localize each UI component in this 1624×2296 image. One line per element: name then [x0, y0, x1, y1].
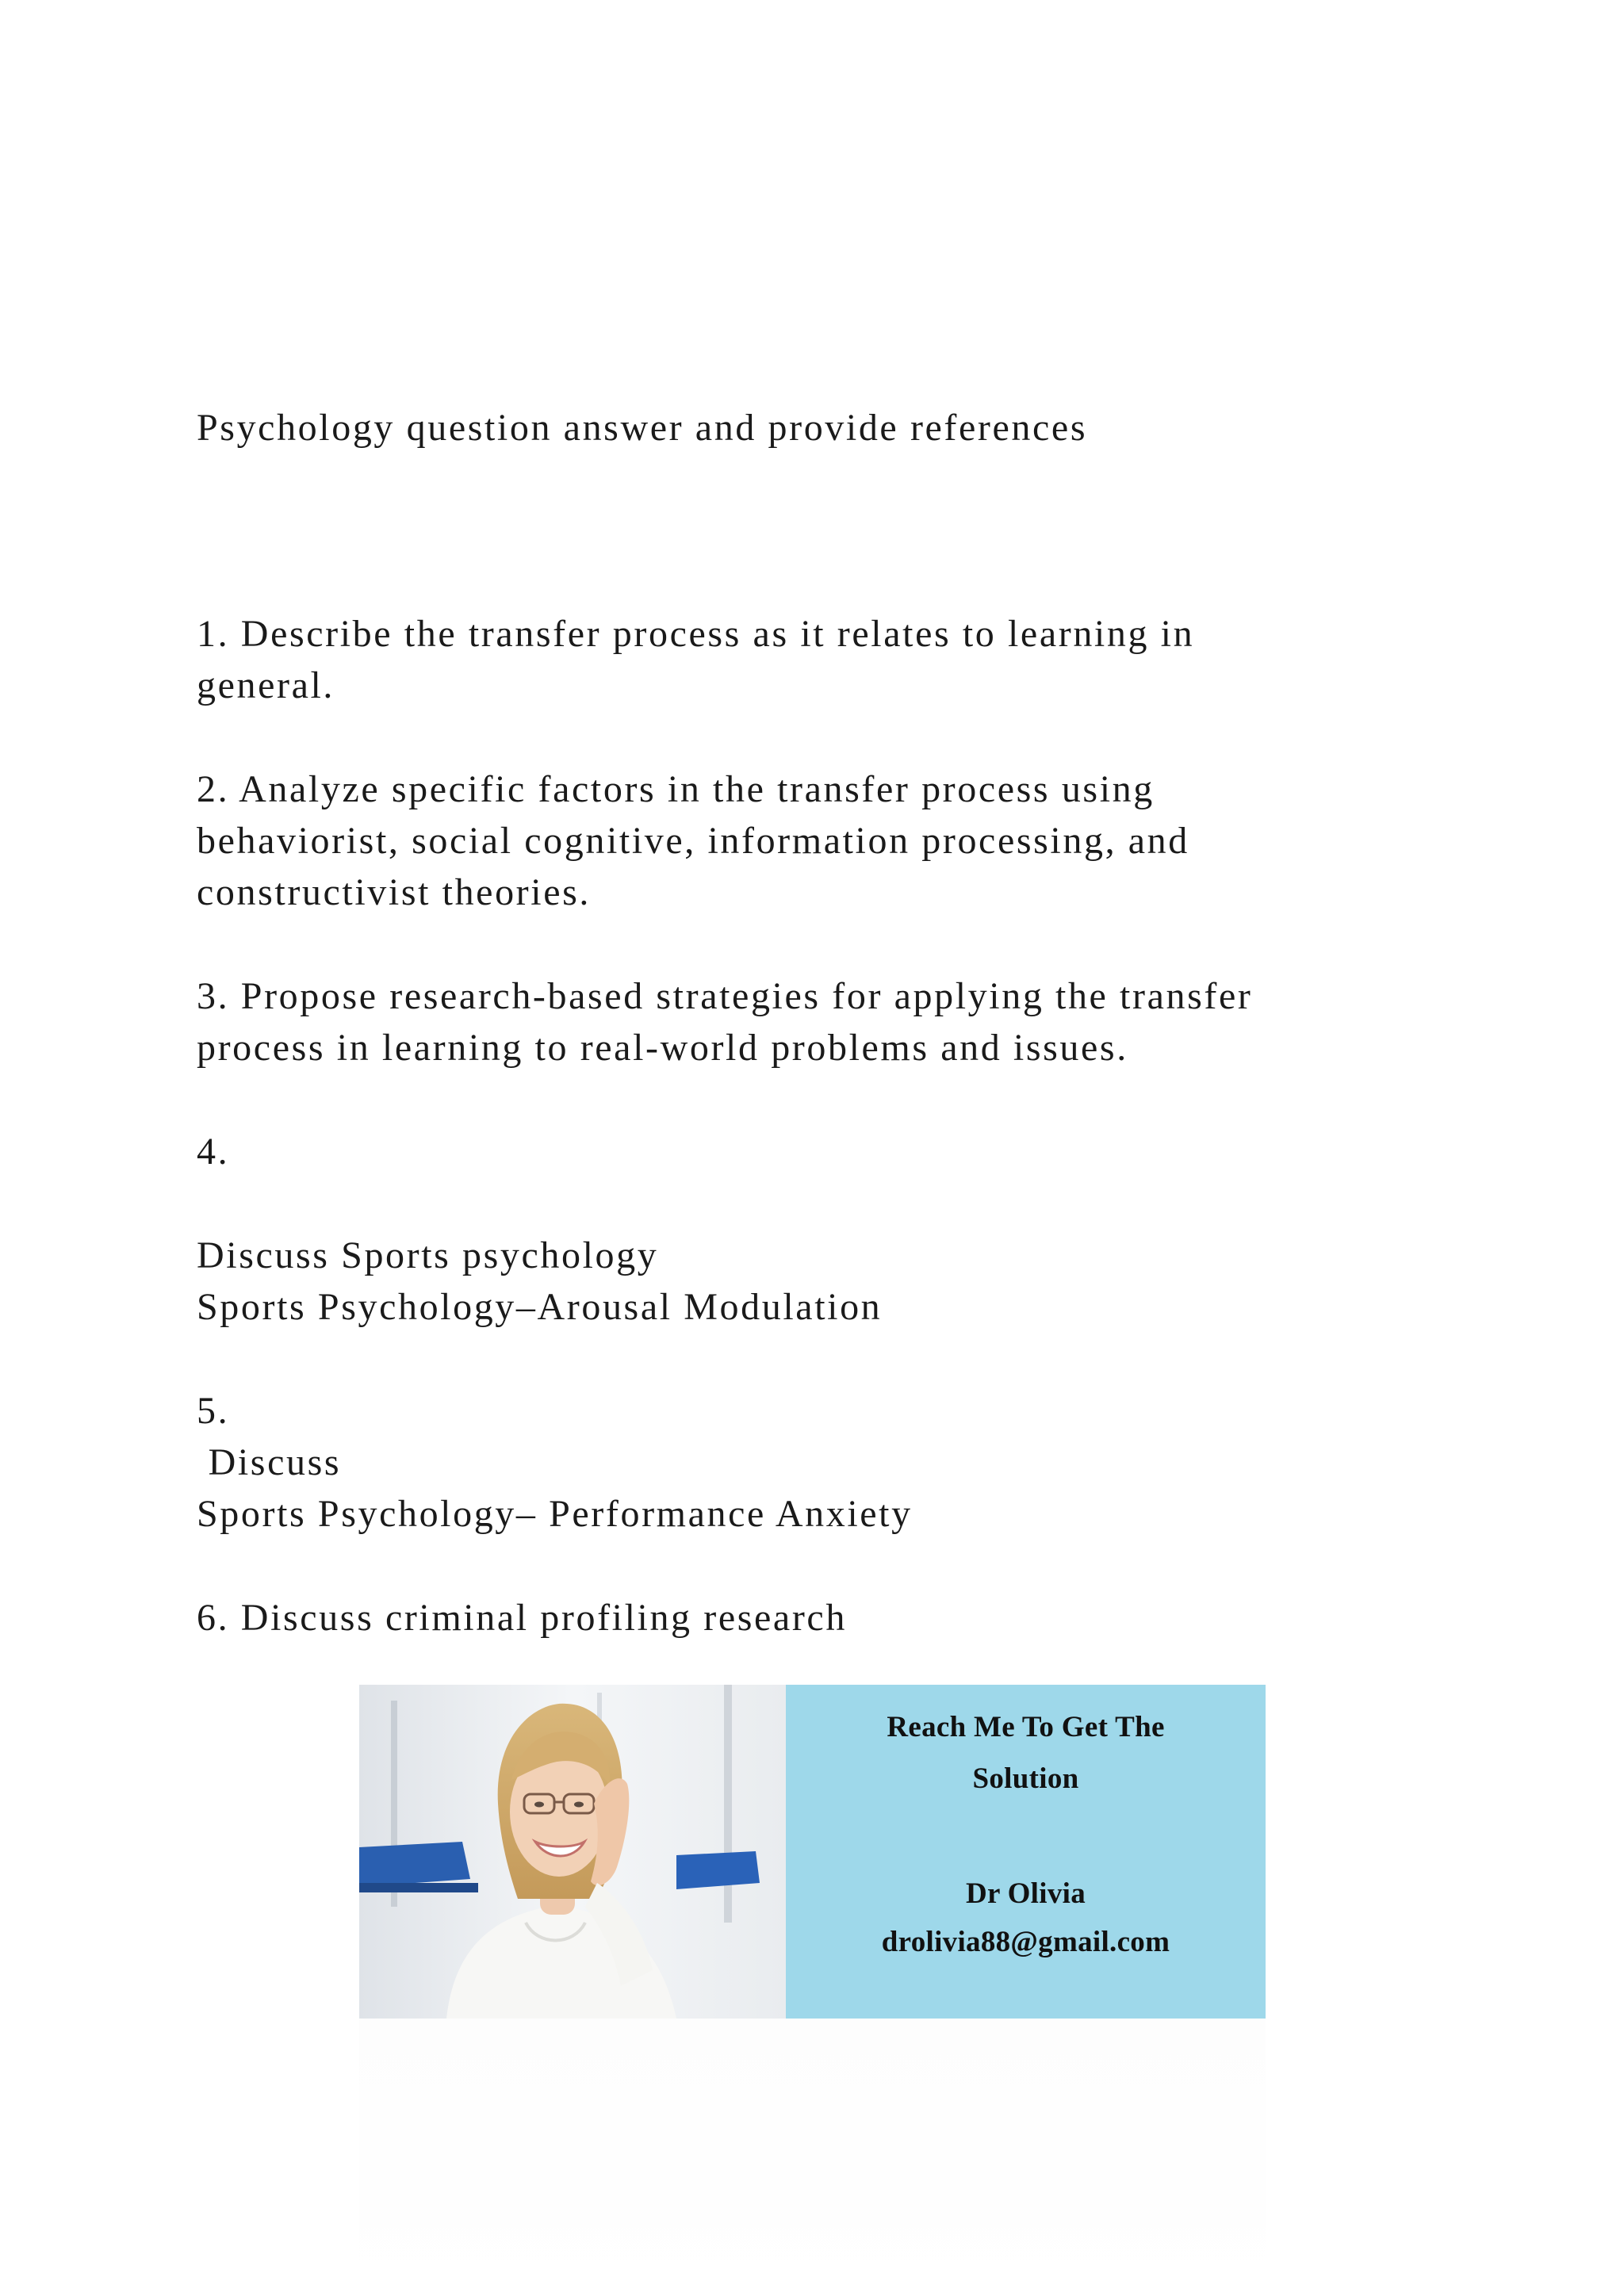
document-title: Psychology question answer and provide references: [197, 407, 1088, 449]
banner-line-2: Solution: [972, 1762, 1079, 1795]
contact-banner: [359, 1685, 1266, 2019]
banner-email: drolivia88@gmail.com: [881, 1926, 1170, 1958]
question-5-number: 5.: [197, 1390, 230, 1432]
banner-name: Dr Olivia: [965, 1877, 1086, 1910]
woman-photo: [359, 1685, 786, 2019]
question-6-line-1: 6. Discuss criminal profiling research: [197, 1597, 847, 1639]
question-1-line-1: 1. Describe the transfer process as it relates to learning in: [197, 613, 1195, 655]
question-4-line-1: Discuss Sports psychology: [197, 1234, 659, 1276]
woman-photo-illustration: [359, 1685, 786, 2019]
question-4-number: 4.: [197, 1131, 230, 1173]
question-2-line-3: constructivist theories.: [197, 871, 591, 913]
question-2-line-2: behaviorist, social cognitive, information processing, and: [197, 820, 1189, 862]
banner-line-1: Reach Me To Get The: [887, 1711, 1165, 1743]
question-5-line-1: Discuss: [197, 1441, 342, 1483]
question-3-line-1: 3. Propose research-based strategies for applying the transfer: [197, 975, 1253, 1017]
question-4-line-2: Sports Psychology–Arousal Modulation: [197, 1286, 883, 1328]
question-3-line-2: process in learning to real-world problems and issues.: [197, 1027, 1128, 1069]
contact-panel: [786, 1685, 1266, 2019]
question-1-line-2: general.: [197, 664, 335, 706]
question-5-line-2: Sports Psychology– Performance Anxiety: [197, 1493, 913, 1535]
question-2-line-1: 2. Analyze specific factors in the transfer process using: [197, 768, 1155, 810]
banner-shadow-area: [359, 2019, 1266, 2296]
